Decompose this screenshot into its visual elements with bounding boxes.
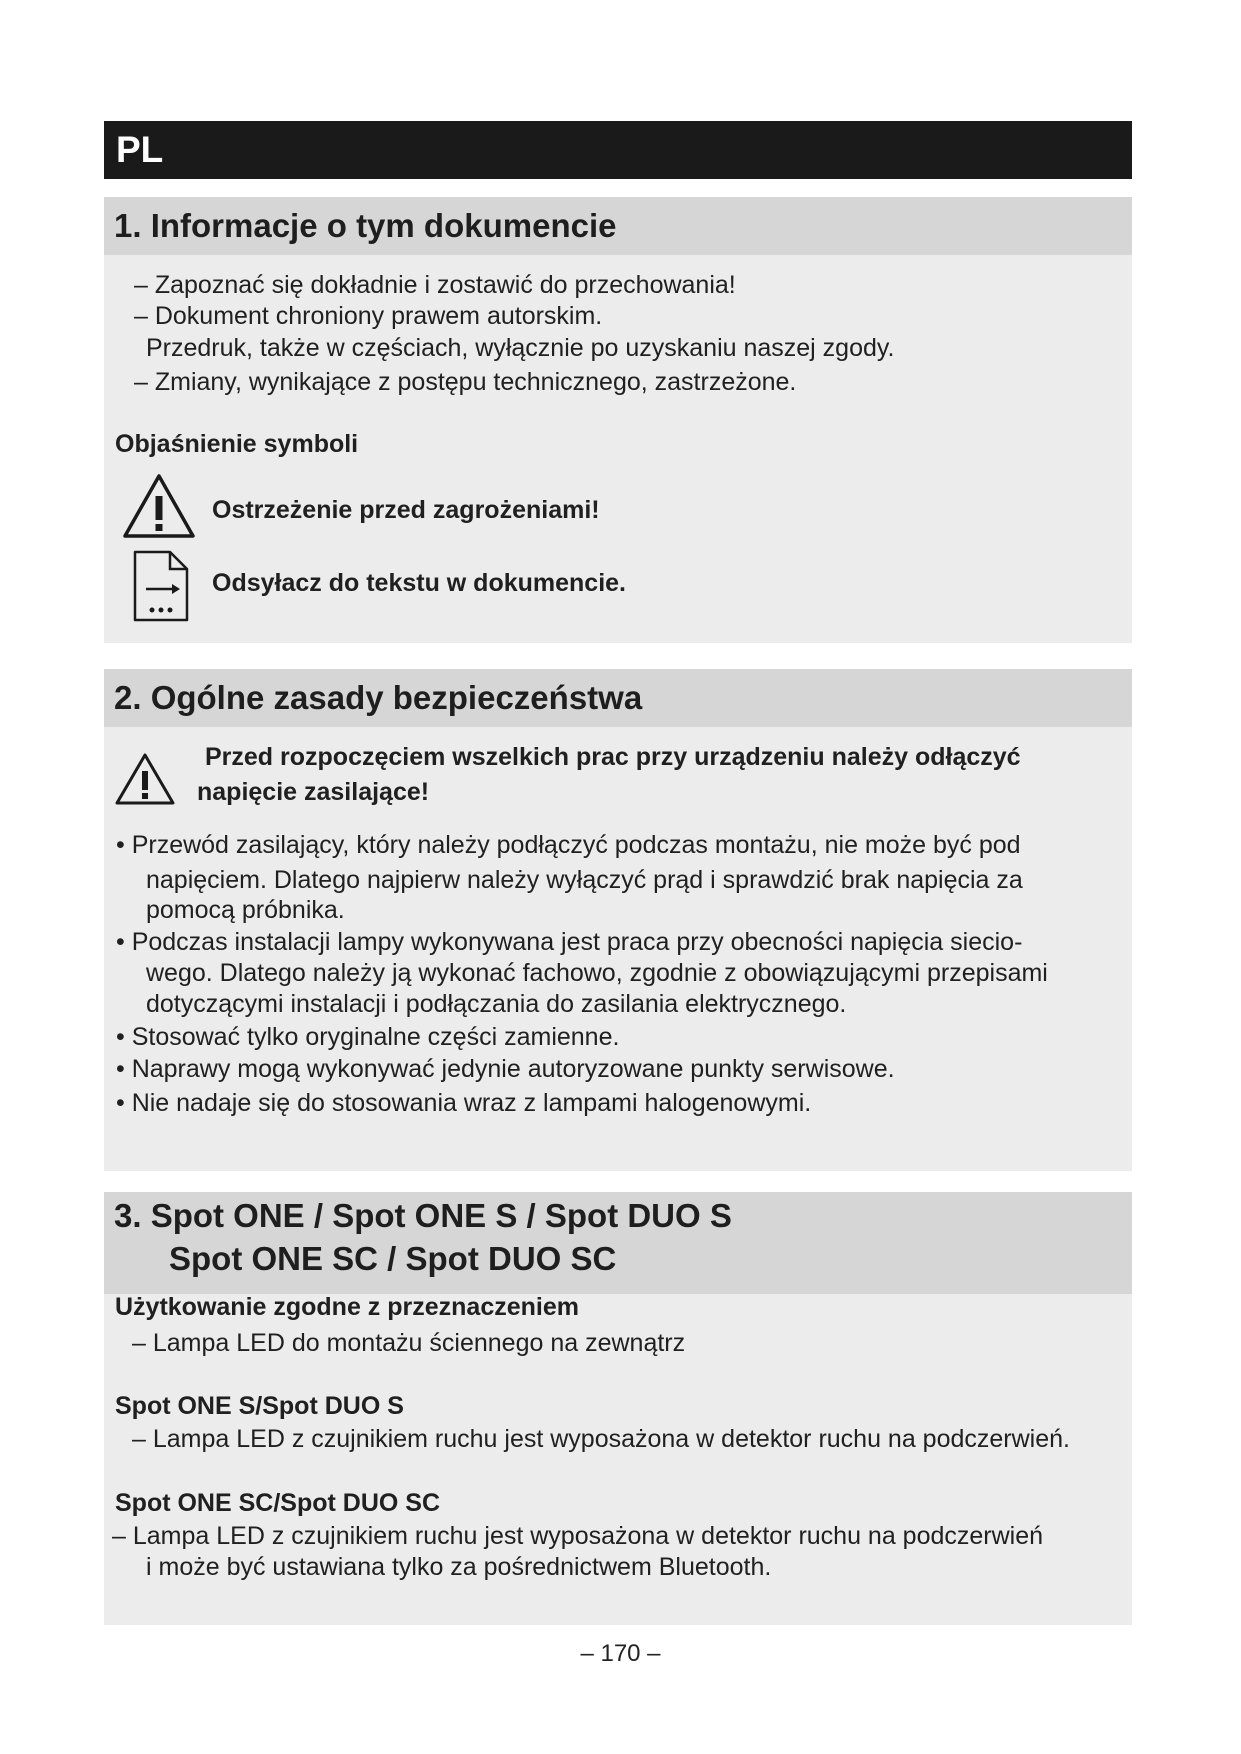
section-document-info <box>104 197 1132 643</box>
symbols-heading: Objaśnienie symboli <box>115 430 359 458</box>
bullet-item-continuation: pomocą próbnika. <box>146 896 345 924</box>
language-code: PL <box>116 129 164 170</box>
bullet-item-continuation: wego. Dlatego należy ją wykonać fachowo, zgodnie z obowiązującymi przepisami <box>146 959 1048 987</box>
section-3-title <box>104 1192 1132 1294</box>
warning-icon <box>114 751 176 807</box>
section-product <box>104 1192 1132 1625</box>
warning-icon <box>122 472 196 540</box>
bullet-item: • Podczas instalacji lampy wykonywana jest praca przy obecności napięcia siecio- <box>116 928 1023 956</box>
bullet-item-continuation: napięciem. Dlatego najpierw należy wyłączyć prąd i sprawdzić brak napięcia za <box>146 866 1023 894</box>
page-number: – 170 – <box>580 1640 661 1667</box>
section-2-title: 2. Ogólne zasady bezpieczeństwa <box>104 669 1132 727</box>
safety-warning-line-1: Przed rozpoczęciem wszelkich prac przy urządzeniu należy odłączyć <box>205 743 1021 771</box>
spot-s-text: – Lampa LED z czujnikiem ruchu jest wyposażona w detektor ruchu na podczerwień. <box>132 1425 1070 1453</box>
section-safety <box>104 669 1132 1171</box>
language-bar <box>104 121 1132 179</box>
bullet-item: • Stosować tylko oryginalne części zamienne. <box>116 1023 620 1051</box>
safety-warning-line-2: napięcie zasilające! <box>197 778 430 806</box>
spot-sc-text-line-1: – Lampa LED z czujnikiem ruchu jest wyposażona w detektor ruchu na podczerwień <box>112 1522 1044 1550</box>
list-item: – Zmiany, wynikające z postępu technicznego, zastrzeżone. <box>134 368 797 396</box>
spot-sc-heading: Spot ONE SC/Spot DUO SC <box>115 1489 440 1517</box>
list-item: – Dokument chroniony prawem autorskim. <box>134 302 603 330</box>
bullet-item: • Nie nadaje się do stosowania wraz z lampami halogenowymi. <box>116 1089 812 1117</box>
symbol-warning-text: Ostrzeżenie przed zagrożeniami! <box>212 496 600 524</box>
section-3-title-line-1: 3. Spot ONE / Spot ONE S / Spot DUO S <box>114 1197 732 1234</box>
bullet-item: • Przewód zasilający, który należy podłączyć podczas montażu, nie może być pod <box>116 831 1021 859</box>
bullet-item-continuation: dotyczącymi instalacji i podłączania do zasilania elektrycznego. <box>146 990 847 1018</box>
section-1-title: 1. Informacje o tym dokumencie <box>104 197 1132 255</box>
list-item: – Zapoznać się dokładnie i zostawić do przechowania! <box>134 271 736 299</box>
document-reference-icon <box>132 549 190 623</box>
spot-sc-text-line-2: i może być ustawiana tylko za pośrednictwem Bluetooth. <box>146 1553 772 1581</box>
bullet-item: • Naprawy mogą wykonywać jedynie autoryzowane punkty serwisowe. <box>116 1055 895 1083</box>
list-item-continuation: Przedruk, także w częściach, wyłącznie po uzyskaniu naszej zgody. <box>146 334 895 362</box>
intended-use-text: – Lampa LED do montażu ściennego na zewnątrz <box>132 1329 686 1357</box>
spot-s-heading: Spot ONE S/Spot DUO S <box>115 1392 404 1420</box>
intended-use-heading: Użytkowanie zgodne z przeznaczeniem <box>115 1293 579 1321</box>
section-3-title-line-2: Spot ONE SC / Spot DUO SC <box>169 1240 617 1277</box>
symbol-reference-text: Odsyłacz do tekstu w dokumencie. <box>212 569 627 597</box>
